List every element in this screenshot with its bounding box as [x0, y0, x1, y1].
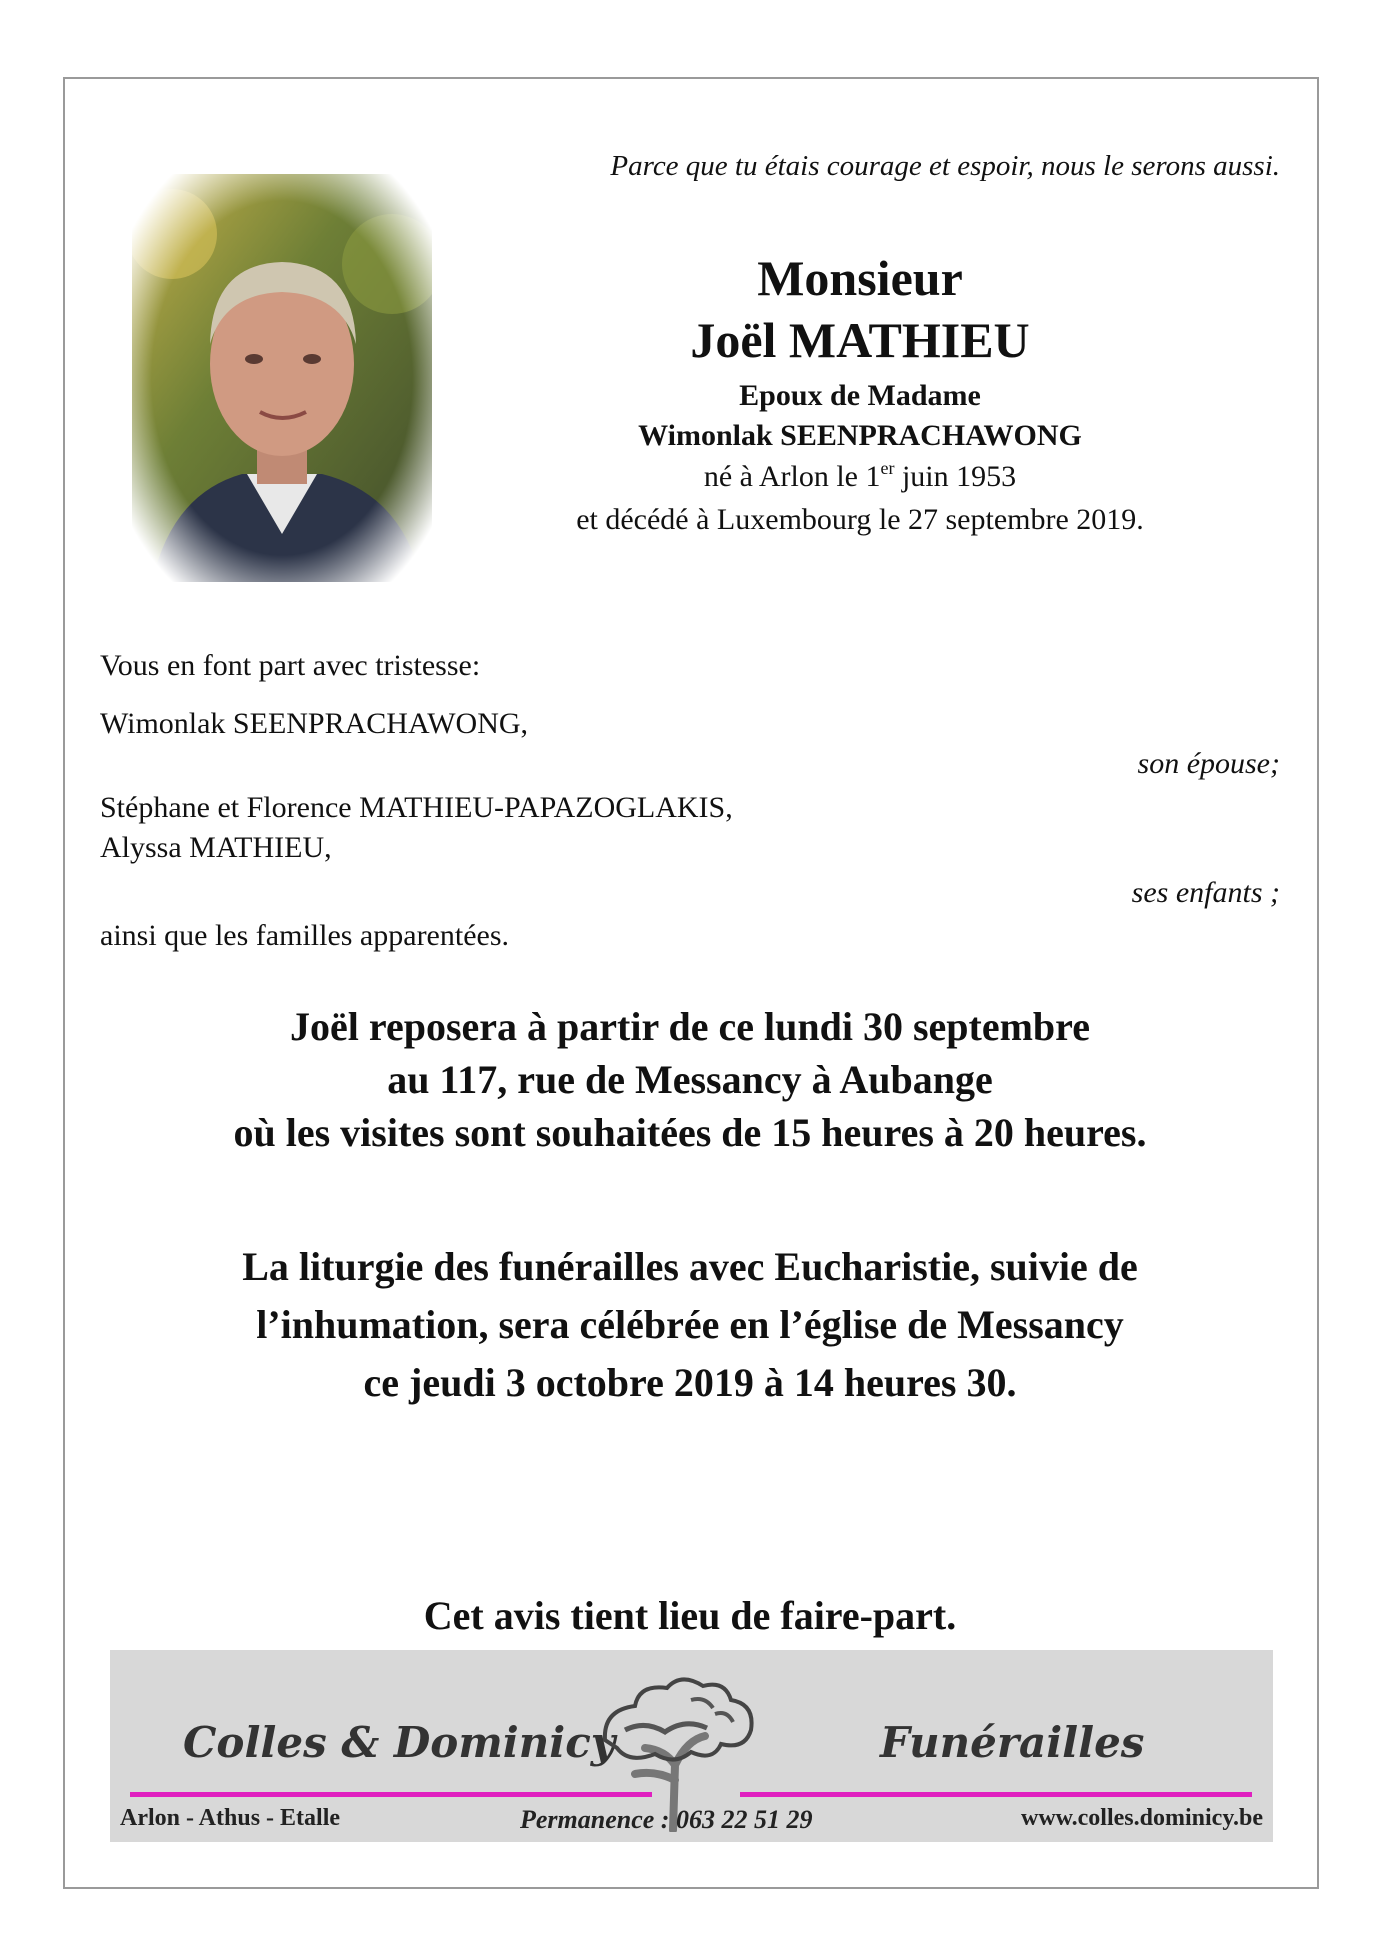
mourner-family: ainsi que les familles apparentées.: [100, 919, 510, 952]
death-info: et décédé à Luxembourg le 27 septembre 2019.: [576, 503, 1144, 536]
announcement-intro: Vous en font part avec tristesse:: [100, 649, 481, 682]
visitation-notice: [100, 1000, 1280, 1159]
brand-tagline: Funérailles: [880, 1718, 1145, 1767]
accent-rule-right: [740, 1792, 1252, 1797]
mourner-child-2: Alyssa MATHIEU,: [100, 831, 332, 864]
phone-permanence: Permanence : 063 22 51 29: [520, 1805, 813, 1834]
website: www.colles.dominicy.be: [1020, 1805, 1263, 1831]
deceased-title: Monsieur: [757, 250, 963, 306]
portrait-photo: [132, 174, 432, 582]
spouse-label: Epoux de Madame: [739, 379, 981, 412]
relation-spouse: son épouse;: [1137, 747, 1280, 780]
visitation-line-3: où les visites sont souhaitées de 15 heures à 20 heures.: [233, 1110, 1147, 1155]
funeral-notice: [100, 1238, 1280, 1412]
closing-statement: Cet avis tient lieu de faire-part.: [423, 1593, 957, 1638]
deceased-name: Joël MATHIEU: [690, 312, 1030, 368]
funeral-home-banner: [110, 1650, 1273, 1842]
funeral-line-3: ce jeudi 3 octobre 2019 à 14 heures 30.: [363, 1360, 1017, 1405]
funeral-line-1: La liturgie des funérailles avec Eucharistie, suivie de: [242, 1244, 1138, 1289]
epigraph: Parce que tu étais courage et espoir, nous le serons aussi.: [610, 150, 1280, 182]
accent-rule-left: [130, 1792, 652, 1797]
brand-name: Colles & Dominicy: [183, 1718, 616, 1767]
locations: Arlon - Athus - Etalle: [120, 1805, 341, 1831]
relation-children: ses enfants ;: [1131, 876, 1280, 909]
visitation-line-1: Joël reposera à partir de ce lundi 30 septembre: [290, 1004, 1090, 1049]
mourner-spouse: Wimonlak SEENPRACHAWONG,: [100, 707, 529, 740]
visitation-line-2: au 117, rue de Messancy à Aubange: [387, 1057, 993, 1102]
spouse-name: Wimonlak SEENPRACHAWONG: [638, 419, 1082, 452]
mourner-child-1: Stéphane et Florence MATHIEU-PAPAZOGLAKIS,: [100, 791, 733, 824]
funeral-line-2: l’inhumation, sera célébrée en l’église de Messancy: [256, 1302, 1124, 1347]
birth-info: né à Arlon le 1er juin 1953: [703, 458, 1017, 493]
